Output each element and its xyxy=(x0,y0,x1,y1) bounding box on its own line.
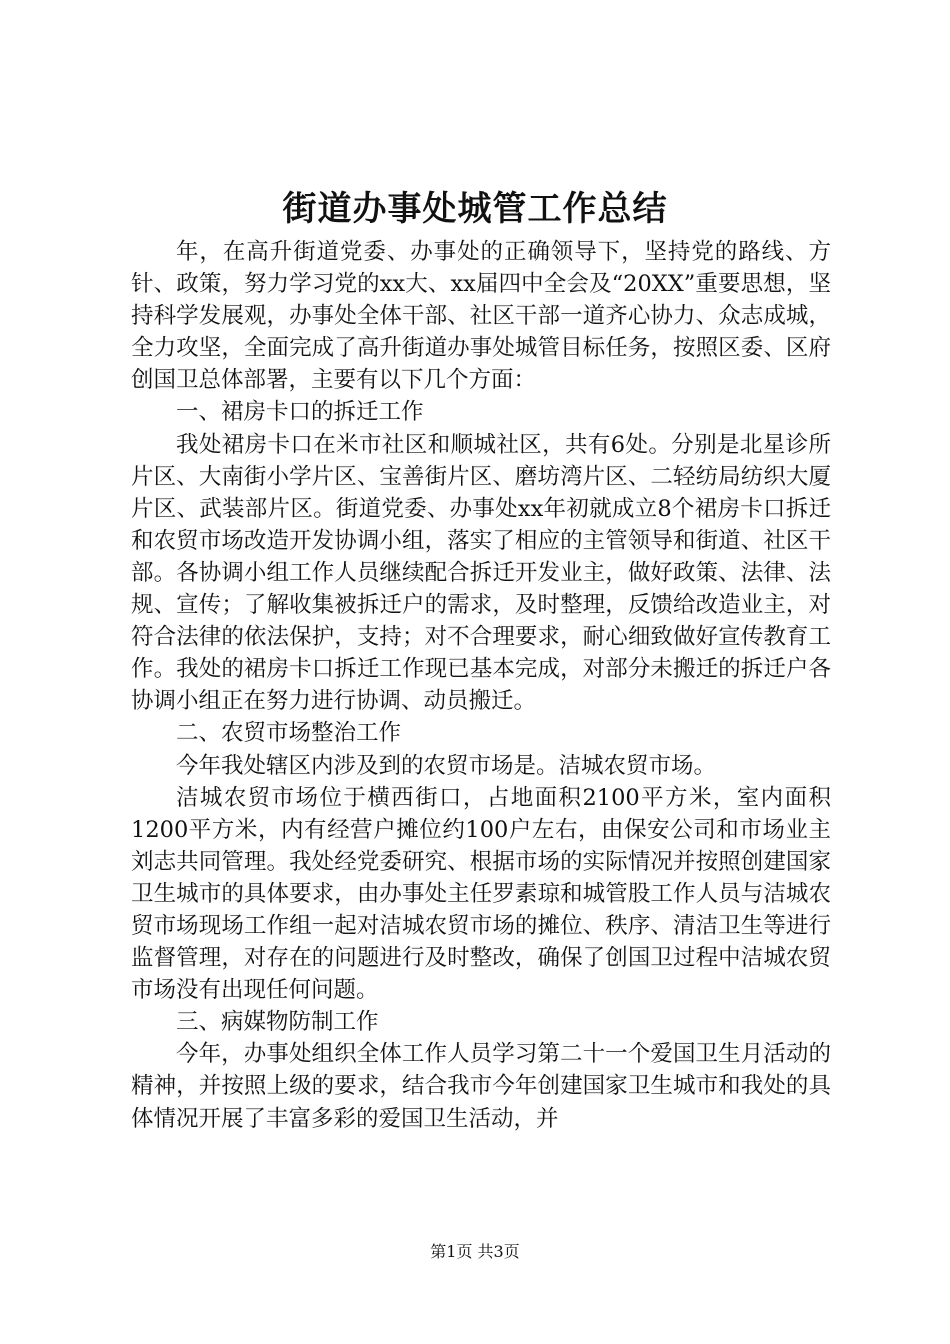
section-1-paragraph: 我处裙房卡口在米市社区和顺城社区，共有6处。分别是北星诊所片区、大南街小学片区、宝善街片区、磨坊湾片区、二轻纺局纺织大厦片区、武装部片区。街道党委、办事处xx年初就成立8个裙房卡口拆迁和农贸市场改造开发协调小组，落实了相应的主管领导和街道、社区干部。各协调小组工作人员继续配合拆迁开发业主，做好政策、法律、法规、宣传；了解收集被拆迁户的需求，及时整理，反馈给改造业主，对符合法律的依法保护，支持；对不合理要求，耐心细致做好宣传教育工作。我处的裙房卡口拆迁工作现已基本完成，对部分未搬迁的拆迁户各协调小组正在努力进行协调、动员搬迁。 xyxy=(131,431,831,715)
document-body xyxy=(131,236,831,1135)
intro-paragraph: 年，在高升街道党委、办事处的正确领导下，坚持党的路线、方针、政策，努力学习党的xx大、xx届四中全会及“20XX”重要思想，坚持科学发展观，办事处全体干部、社区干部一道齐心协力、众志成城，全力攻坚，全面完成了高升街道办事处城管目标任务，按照区委、区府创国卫总体部署，主要有以下几个方面： xyxy=(131,239,831,394)
section-heading-3: 三、病媒物防制工作 xyxy=(176,1009,379,1036)
section-heading-2: 二、农贸市场整治工作 xyxy=(176,720,402,747)
section-2-paragraph-1: 今年我处辖区内涉及到的农贸市场是。洁城农贸市场。 xyxy=(176,752,717,779)
section-3-paragraph: 今年，办事处组织全体工作人员学习第二十一个爱国卫生月活动的精神，并按照上级的要求，结合我市今年创建国家卫生城市和我处的具体情况开展了丰富多彩的爱国卫生活动，并 xyxy=(131,1041,831,1132)
section-heading-1: 一、裙房卡口的拆迁工作 xyxy=(176,399,424,426)
document-title: 街道办事处城管工作总结 xyxy=(282,189,668,229)
page-number-footer: 第1页 共3页 xyxy=(430,1242,520,1261)
section-2-paragraph-2: 洁城农贸市场位于横西街口，占地面积2100平方米，室内面积1200平方米，内有经营户摊位约100户左右，由保安公司和市场业主刘志共同管理。我处经党委研究、根据市场的实际情况并按照创建国家卫生城市的具体要求，由办事处主任罗素琼和城管股工作人员与洁城农贸市场现场工作组一起对洁城农贸市场的摊位、秩序、清洁卫生等进行监督管理，对存在的问题进行及时整改，确保了创国卫过程中洁城农贸市场没有出现任何问题。 xyxy=(131,784,831,1004)
